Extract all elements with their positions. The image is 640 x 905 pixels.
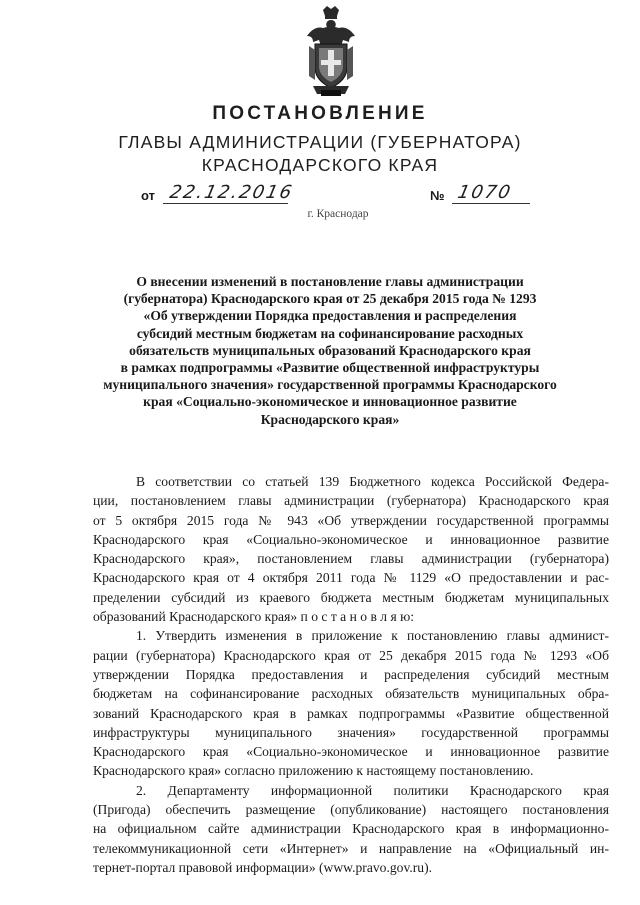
body-line: Краснодарского края» согласно приложению к настоящему постановлению. [93, 763, 534, 779]
title-line: (губернатора) Краснодарского края от 25 декабря 2015 года № 1293 [123, 291, 537, 307]
doc-type-heading: ПОСТАНОВЛЕНИЕ [212, 103, 428, 124]
document-title [100, 273, 560, 428]
body-line: на официальном сайте администрации Краснодарского края в информационно- [93, 821, 609, 837]
body-line: 1. Утвердить изменения в приложение к постановлению главы админист- [136, 628, 609, 644]
title-line: муниципального значения» государственной программы Краснодарского [103, 377, 557, 393]
date-value: 22.12.2016 [167, 182, 296, 203]
body-line: тернет-портал правовой информации» (www.pravo.gov.ru). [93, 859, 433, 875]
document-body [93, 472, 609, 877]
body-line: телекоммуникационной сети «Интернет» и направление на «Официальный ин- [93, 840, 609, 856]
body-line: пределении субсидий из краевого бюджета местным бюджетам муниципальных [93, 589, 609, 605]
body-line: Краснодарского края от 4 октября 2011 года № 1129 «О предоставлении и рас- [93, 570, 609, 586]
body-line: ции, постановлением главы администрации (губернатора) Краснодарского края [93, 493, 609, 509]
title-line: субсидий местным бюджетам на софинансирование расходных [136, 325, 524, 341]
city-label: г. Краснодар [307, 208, 369, 220]
number-label: № [430, 188, 445, 203]
number-underline [452, 203, 530, 204]
body-line: рации (губернатора) Краснодарского края от 25 декабря 2015 года № 1293 «Об [93, 647, 609, 663]
body-line: В соответствии со статьей 139 Бюджетного кодекса Российской Федера- [136, 474, 609, 489]
issuer-heading: ГЛАВЫ АДМИНИСТРАЦИИ (ГУБЕРНАТОРА) [118, 132, 522, 152]
body-line: образований Краснодарского края» п о с т а н о в л я ю: [93, 609, 415, 625]
body-line: утверждении Порядка предоставления и распределения субсидий местным [93, 666, 609, 682]
date-label: от [141, 188, 155, 203]
region-heading: КРАСНОДАРСКОГО КРАЯ [201, 155, 439, 175]
body-line: Краснодарского края», постановлением главы администрации (губернатора) [93, 551, 609, 567]
body-line: (Пригода) обеспечить размещение (опубликование) настоящего постановления [93, 802, 609, 818]
title-line: О внесении изменений в постановление главы администрации [136, 274, 524, 289]
body-line: зований Краснодарского края в рамках подпрограммы «Развитие общественной [93, 705, 609, 721]
body-line: Краснодарского края «Социально-экономическое и инновационное развитие [93, 531, 609, 547]
body-line: от 5 октября 2015 года № 943 «Об утверждении государственной программы [93, 512, 609, 528]
body-line: инфраструктуры муниципального значения» государственной программы [93, 724, 609, 740]
body-line: 2. Департаменту информационной политики Краснодарского края [136, 782, 609, 798]
title-line: обязательств муниципальных образований Краснодарского края [129, 342, 531, 358]
title-line: в рамках подпрограммы «Развитие общественной инфраструктуры [120, 360, 540, 376]
number-value: 1070 [455, 182, 515, 203]
title-line: Краснодарского края» [260, 411, 400, 427]
title-line: края «Социально-экономическое и инновационное развитие [143, 394, 517, 410]
body-line: бюджетам на софинансирование расходных обязательств муниципальных обра- [93, 686, 609, 702]
title-line: «Об утверждении Порядка предоставления и распределения [143, 308, 517, 324]
body-line: Краснодарского края «Социально-экономическое и инновационное развитие [93, 744, 609, 760]
date-underline [163, 203, 288, 204]
coat-of-arms-emblem [301, 6, 361, 98]
